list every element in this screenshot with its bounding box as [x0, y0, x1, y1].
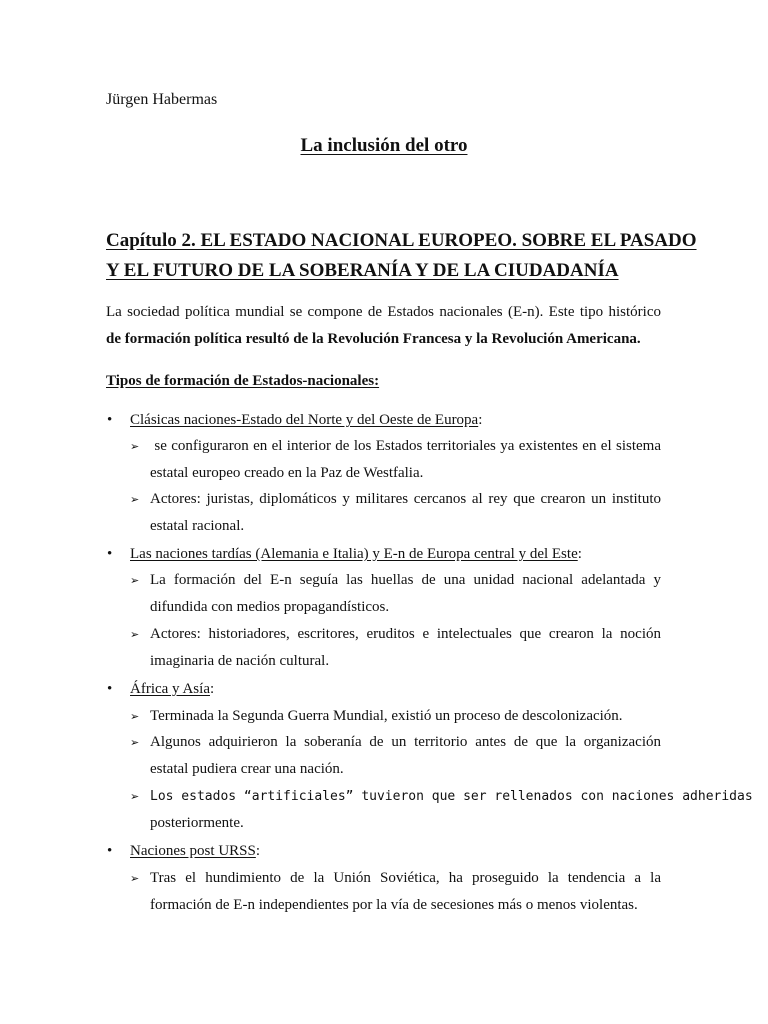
- sub-item-line-2: posteriormente.: [150, 815, 244, 831]
- section-heading: Tipos de formación de Estados-nacionales:: [106, 373, 380, 389]
- bullet-icon: •: [107, 681, 113, 697]
- list-item-heading: [130, 412, 482, 429]
- document-title-text: La inclusión del otro: [300, 135, 468, 156]
- bullet-icon: •: [107, 843, 113, 859]
- sub-item-line-2: estatal racional.: [150, 518, 245, 534]
- list-item-colon: :: [577, 546, 582, 562]
- list-item-label: Las naciones tardías (Alemania e Italia) y E-n de Europa central y del Este: [130, 546, 578, 562]
- list-item-colon: :: [209, 681, 215, 697]
- arrow-bullet-icon: ➢: [130, 575, 140, 587]
- bullet-icon: •: [107, 546, 113, 562]
- sub-item-line-1: Tras el hundimiento de la Unión Soviética, ha proseguido la tendencia a la: [150, 870, 661, 886]
- list-item-colon: :: [255, 843, 261, 859]
- sub-item-line-1: Actores: juristas, diplomáticos y militares cercanos al rey que crearon un instituto: [150, 491, 661, 507]
- list-item-label: África y Asía: [130, 681, 210, 697]
- intro-line-1: La sociedad política mundial se compone de Estados nacionales (E-n). Este tipo histórico: [106, 304, 661, 320]
- sub-item-line-2: estatal pudiera crear una nación.: [150, 761, 344, 777]
- sub-item-line-2: imaginaria de nación cultural.: [150, 653, 330, 669]
- arrow-bullet-icon: ➢: [130, 494, 140, 506]
- sub-item-line-2: formación de E-n independientes por la vía de secesiones más o menos violentas.: [150, 897, 638, 913]
- sub-item-line-1: La formación del E-n seguía las huellas de una unidad nacional adelantada y: [150, 572, 661, 588]
- arrow-bullet-icon: ➢: [130, 711, 140, 723]
- arrow-bullet-icon: ➢: [130, 629, 140, 641]
- author-name: Jürgen Habermas: [106, 91, 218, 108]
- arrow-bullet-icon: ➢: [130, 873, 140, 885]
- sub-item-line-1: se configuraron en el interior de los Estados territoriales ya existentes en el sistema: [150, 438, 661, 454]
- list-item-heading: [130, 843, 260, 860]
- list-item-heading: [130, 681, 214, 698]
- arrow-bullet-icon: ➢: [130, 791, 140, 803]
- sub-item-line-1: Actores: historiadores, escritores, eruditos e intelectuales que crearon la noción: [150, 626, 661, 642]
- sub-item-line-2: difundida con medios propagandísticos.: [150, 599, 390, 615]
- chapter-heading-line-2: Y EL FUTURO DE LA SOBERANÍA Y DE LA CIUDADANÍA: [106, 260, 619, 281]
- chapter-heading-line-1: Capítulo 2. EL ESTADO NACIONAL EUROPEO. SOBRE EL PASADO: [106, 230, 697, 251]
- list-item-colon: :: [478, 412, 483, 428]
- sub-item-line-1: Terminada la Segunda Guerra Mundial, existió un proceso de descolonización.: [150, 708, 623, 724]
- list-item-label: Naciones post URSS: [130, 843, 256, 859]
- list-item-label: Clásicas naciones-Estado del Norte y del Oeste de Europa: [130, 412, 479, 428]
- sub-item-line-1: Algunos adquirieron la soberanía de un territorio antes de que la organización: [150, 734, 661, 750]
- sub-item-line-1: Los estados “artificiales” tuvieron que ser rellenados con naciones adheridas: [150, 789, 753, 804]
- arrow-bullet-icon: ➢: [130, 737, 140, 749]
- sub-item-line-2: estatal europeo creado en la Paz de Westfalia.: [150, 465, 424, 481]
- bullet-icon: •: [107, 412, 113, 428]
- arrow-bullet-icon: ➢: [130, 441, 140, 453]
- intro-line-2: de formación política resultó de la Revolución Francesa y la Revolución Americana.: [106, 331, 641, 347]
- list-item-heading: [130, 546, 582, 563]
- document-title: [0, 135, 768, 157]
